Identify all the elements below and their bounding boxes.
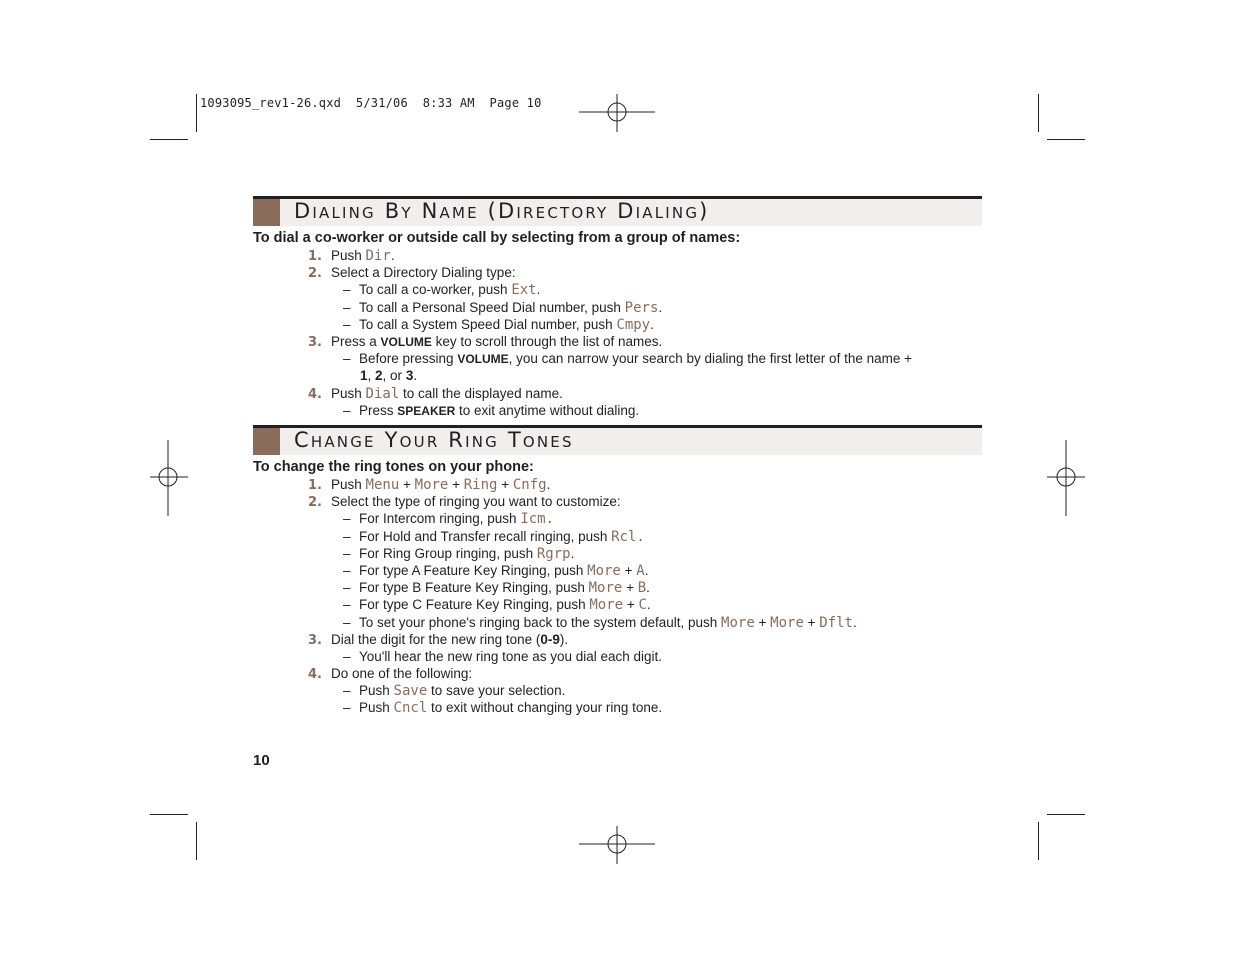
dash: – [343,614,351,630]
substep-text: . [570,545,575,561]
step-number: 4. [308,667,322,683]
substep-text: For Hold and Transfer recall ringing, push [359,528,612,544]
plus: + [448,477,464,492]
crop-mark [196,94,197,132]
substep-text: . [852,614,857,630]
section-ring-tones [253,459,988,717]
substep [253,281,988,298]
section-directory-dialing [253,230,988,419]
substep-text: To call a co-worker, push [359,282,512,298]
registration-mark-icon [1047,440,1085,516]
substep-text: . [650,316,654,332]
dash: – [343,545,351,561]
softkey-more: More [770,614,804,631]
step-text: key to scroll through the list of names. [431,333,663,349]
substep [253,579,988,596]
step-text: Push [331,248,366,263]
plus: + [399,477,415,492]
substep-text: . [646,580,650,596]
softkey-cncl: Cncl [393,700,428,717]
step-text: . [546,477,551,492]
section-lead: To dial a co-worker or outside call by selecting from a group of names: [253,230,741,246]
substep-text: to save your selection. [427,683,566,699]
registration-mark-icon [150,440,188,516]
softkey-dial: Dial [365,385,400,402]
substep [253,528,988,545]
substep-text: , you can narrow your search by dialing the first letter of the name + [508,351,912,367]
dash: – [343,402,351,418]
step-text: . [390,248,395,263]
crop-mark [150,814,188,815]
softkey-icm: Icm. [520,511,555,528]
softkey-save: Save [393,683,428,700]
step-number: 2. [308,266,322,282]
substep [253,545,988,562]
substep-text: . [536,282,541,298]
dash: – [343,511,351,527]
substep-text: . [658,299,663,315]
crop-mark [1047,139,1085,140]
substep [253,699,988,716]
substep-text: To call a Personal Speed Dial number, push [359,299,625,315]
substep-text: to exit without changing your ring tone. [427,700,663,716]
substep-text: You'll hear the new ring tone as you dial each digit. [359,648,663,664]
step-number: 4. [308,386,322,402]
substep-text: For type A Feature Key Ringing, push [359,562,588,578]
key-speaker: SPEAKER [397,403,456,418]
step-1 [253,247,988,264]
step-text: Push [331,385,366,401]
softkey-cmpy: Cmpy [616,316,651,333]
softkey-more: More [587,562,621,579]
step-2 [253,264,988,281]
section-lead: To change the ring tones on your phone: [253,459,534,475]
softkey-c: C [638,597,647,614]
step-number: 2. [308,495,322,511]
page-number: 10 [253,752,270,769]
substep [253,402,988,419]
substep [253,510,988,527]
registration-mark-icon [579,94,655,132]
header-swatch [253,428,280,455]
softkey-pers: Pers [624,299,659,316]
plus: + [620,562,637,578]
section-title: Dialing By Name (Directory Dialing) [294,199,710,223]
substep-text: Push [359,700,394,716]
substep-text: to exit anytime without dialing. [455,402,640,418]
step-text: Push [331,477,366,492]
substep-continuation [253,367,988,384]
plus: + [497,477,513,492]
step-number: 1. [308,478,322,493]
substep [253,299,988,316]
key-volume: VOLUME [380,334,432,349]
plus: + [803,614,820,630]
substep-text: . [413,368,418,384]
softkey-dflt: Dflt [819,614,853,631]
dash: – [343,316,351,332]
softkey-more: More [721,614,755,631]
substep [253,682,988,699]
softkey-ext: Ext [511,282,537,299]
substep-text: Before pressing [359,351,458,367]
substep-text: Push [359,683,394,699]
plus: + [622,580,638,596]
substep [253,350,988,367]
step-text: Press a [331,333,381,349]
plus: + [623,597,639,613]
key-volume: VOLUME [457,352,509,367]
dash: – [343,648,351,664]
substep-text: For type C Feature Key Ringing, push [359,597,590,613]
step-2 [253,493,988,510]
softkey-a: A [636,562,645,579]
substep [253,614,988,631]
section-header-directory-dialing [253,196,982,226]
substep-text: . [644,562,649,578]
step-text: Dial the digit for the new ring tone ( [331,631,541,647]
step-text: Select a Directory Dialing type: [331,265,516,281]
plus: + [754,614,771,630]
dash: – [343,562,351,578]
substep-text: To set your phone's ringing back to the system default, push [359,614,722,630]
substep-text: . [646,597,651,613]
dash: – [343,282,351,298]
softkey-more: More [589,597,624,614]
step-1 [253,476,988,493]
step-number: 3. [308,632,322,648]
crop-mark [1038,94,1039,132]
print-slug: 1093095_rev1-26.qxd 5/31/06 8:33 AM Page 10 [200,96,542,110]
softkey-ring: Ring [463,477,498,493]
dash: – [343,528,351,544]
step-3 [253,631,988,648]
step-4 [253,385,988,402]
digit: 2 [375,368,383,384]
registration-mark-icon [579,826,655,864]
substep-text: For Intercom ringing, push [359,511,521,527]
step-text: Select the type of ringing you want to customize: [331,494,621,510]
softkey-b: B [637,580,647,597]
step-4 [253,665,988,682]
substep [253,648,988,665]
substep [253,316,988,333]
substep-text: To call a System Speed Dial number, push [359,316,617,332]
dash: – [343,597,351,613]
dash: – [343,683,351,699]
step-3 [253,333,988,350]
softkey-rgrp: Rgrp [536,545,571,562]
dash: – [343,580,351,596]
substep-text: , or [382,368,406,384]
crop-mark [196,822,197,860]
softkey-more: More [414,477,449,493]
substep [253,596,988,613]
softkey-more: More [588,580,623,597]
substep [253,562,988,579]
step-text: to call the displayed name. [399,385,563,401]
substep-text: For Ring Group ringing, push [359,545,537,561]
step-text: Do one of the following: [331,666,473,682]
dash: – [343,351,351,367]
digit-range: 0-9 [540,631,560,647]
header-swatch [253,199,280,226]
section-title: Change Your Ring Tones [294,428,574,452]
crop-mark [150,139,188,140]
crop-mark [1047,814,1085,815]
step-text: ). [559,631,569,647]
step-number: 1. [308,249,322,264]
softkey-menu: Menu [365,477,400,493]
section-header-ring-tones [253,425,982,455]
softkey-rcl: Rcl. [611,528,645,545]
crop-mark [1038,822,1039,860]
substep-text: For type B Feature Key Ringing, push [359,580,589,596]
dash: – [343,700,351,716]
digit: 1 [360,368,368,384]
dash: – [343,299,351,315]
substep-text: , [367,368,376,384]
softkey-dir: Dir [365,248,391,264]
substep-text: Press [359,402,398,418]
softkey-cnfg: Cnfg [512,477,547,493]
digit: 3 [405,368,414,384]
step-number: 3. [308,334,322,350]
